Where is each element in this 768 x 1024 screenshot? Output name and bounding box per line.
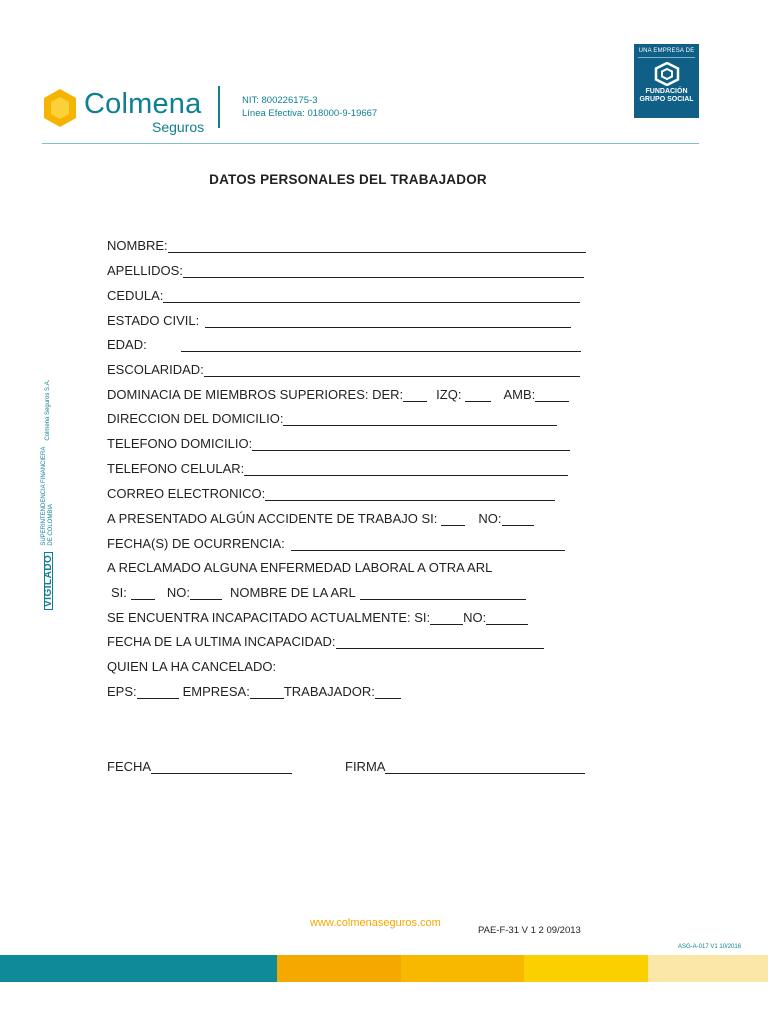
reclamo-si-field[interactable] — [131, 585, 155, 600]
row-escolaridad — [107, 361, 580, 379]
correo-label: CORREO ELECTRONICO: — [107, 486, 266, 501]
izq-label: IZQ: — [436, 387, 462, 402]
quien-label: QUIEN LA HA CANCELADO: — [107, 659, 277, 674]
fgs-line-1: FUNDACIÓN — [645, 88, 688, 95]
footer-bar-amber — [401, 955, 524, 982]
correo-field[interactable] — [265, 486, 555, 501]
row-reclamado — [107, 559, 492, 577]
row-si-no-arl — [111, 584, 526, 602]
reclamado-label: A RECLAMADO ALGUNA ENFERMEDAD LABORAL A OTRA ARL — [107, 560, 493, 575]
fechas-ocurrencia-label: FECHA(S) DE OCURRENCIA: — [107, 536, 285, 551]
footer-bar-orange — [277, 955, 401, 982]
fecha-field[interactable] — [151, 759, 292, 774]
row-dominancia — [107, 386, 569, 404]
reclamo-no-field[interactable] — [190, 585, 222, 600]
row-incapacitado — [107, 609, 528, 627]
row-correo — [107, 485, 555, 503]
nombre-arl-field[interactable] — [360, 585, 526, 600]
row-edad — [107, 336, 581, 354]
empresa-field[interactable] — [250, 684, 284, 699]
vigilado-text: VIGILADO — [44, 552, 53, 610]
tel-domicilio-field[interactable] — [252, 436, 570, 451]
fechas-ocurrencia-field[interactable] — [291, 536, 565, 551]
incapacitado-label: SE ENCUENTRA INCAPACITADO ACTUALMENTE: SI: — [107, 610, 431, 625]
brand-name: Colmena — [84, 88, 202, 120]
row-fecha — [107, 758, 292, 776]
brand-sub: Seguros — [152, 119, 205, 135]
trabajador-field[interactable] — [375, 684, 401, 699]
row-direccion — [107, 410, 557, 428]
header-rule — [42, 143, 699, 144]
escolaridad-label: ESCOLARIDAD: — [107, 362, 204, 377]
row-accidente — [107, 510, 534, 528]
row-firma — [345, 758, 585, 776]
edad-label: EDAD: — [107, 337, 147, 352]
linea-efectiva-text: Línea Efectiva: 018000-9-19667 — [242, 108, 378, 119]
row-estado-civil — [107, 312, 571, 330]
izq-field[interactable] — [465, 387, 491, 402]
edad-field[interactable] — [181, 337, 581, 352]
eps-label: EPS: — [107, 684, 137, 699]
escolaridad-field[interactable] — [204, 362, 580, 377]
empresa-label: EMPRESA: — [182, 684, 250, 699]
no-label: NO: — [166, 585, 191, 600]
accidente-label: A PRESENTADO ALGÚN ACCIDENTE DE TRABAJO SI: — [107, 511, 438, 526]
footer-website-link[interactable]: www.colmenaseguros.com — [310, 917, 441, 929]
fundacion-grupo-social-logo — [634, 44, 699, 118]
ultima-incapacidad-field[interactable] — [336, 634, 544, 649]
firma-label: FIRMA — [345, 759, 386, 774]
firma-field[interactable] — [385, 759, 585, 774]
nit-text: NIT: 800226175-3 — [242, 95, 318, 106]
footer-bar-yellow — [524, 955, 648, 982]
row-eps-empresa — [107, 683, 401, 701]
row-nombre — [107, 237, 586, 255]
eps-field[interactable] — [137, 684, 179, 699]
amb-field[interactable] — [535, 387, 569, 402]
fgs-hexagon-icon — [654, 62, 680, 86]
incapacitado-no-label: NO: — [463, 610, 487, 625]
superintendencia-line-1: SUPERINTENDENCIA FINANCIERA — [41, 446, 47, 546]
apellidos-field[interactable] — [183, 263, 584, 278]
footer-bar-teal — [0, 955, 277, 982]
ultima-incapacidad-label: FECHA DE LA ULTIMA INCAPACIDAD: — [107, 634, 336, 649]
trabajador-label: TRABAJADOR: — [283, 684, 375, 699]
superintendencia-text — [41, 447, 55, 546]
form-title: DATOS PERSONALES DEL TRABAJADOR — [209, 172, 487, 187]
colmena-hexagon-logo-icon — [42, 88, 78, 128]
company-side-text: Colmena Seguros S.A. — [44, 379, 51, 441]
dominancia-label: DOMINACIA DE MIEMBROS SUPERIORES: DER: — [107, 387, 404, 402]
incapacitado-si-field[interactable] — [430, 610, 463, 625]
header-divider — [218, 86, 220, 128]
direccion-field[interactable] — [283, 411, 557, 426]
row-quien — [107, 658, 276, 676]
row-ultima-incapacidad — [107, 633, 544, 651]
cedula-label: CEDULA: — [107, 288, 164, 303]
amb-label: AMB: — [503, 387, 536, 402]
tel-domicilio-label: TELEFONO DOMICILIO: — [107, 436, 253, 451]
row-tel-celular — [107, 460, 568, 478]
footer-bar-cream — [648, 955, 768, 982]
vigilado-side-label — [36, 360, 60, 610]
cedula-field[interactable] — [163, 288, 580, 303]
row-fechas-ocurrencia — [107, 535, 565, 553]
nombre-field[interactable] — [168, 238, 586, 253]
direccion-label: DIRECCION DEL DOMICILIO: — [107, 411, 284, 426]
fecha-label: FECHA — [107, 759, 152, 774]
der-field[interactable] — [403, 387, 427, 402]
estado-civil-label: ESTADO CIVIL: — [107, 313, 200, 328]
apellidos-label: APELLIDOS: — [107, 263, 183, 278]
nombre-arl-label: NOMBRE DE LA ARL — [230, 585, 356, 600]
footer-asg-code: ASG-A-017 V1 10/2016 — [678, 944, 742, 950]
incapacitado-no-field[interactable] — [486, 610, 528, 625]
estado-civil-field[interactable] — [205, 313, 571, 328]
tel-celular-field[interactable] — [244, 461, 568, 476]
accidente-si-field[interactable] — [441, 511, 465, 526]
fgs-top-text: UNA EMPRESA DE — [638, 47, 695, 58]
row-tel-domicilio — [107, 435, 570, 453]
nombre-label: NOMBRE: — [107, 238, 168, 253]
row-cedula — [107, 287, 580, 305]
superintendencia-line-2: DE COLOMBIA — [48, 503, 54, 546]
row-apellidos — [107, 262, 584, 280]
fgs-line-2: GRUPO SOCIAL — [639, 96, 694, 103]
footer-doc-code: PAE-F-31 V 1 2 09/2013 — [478, 925, 581, 936]
si-label: SI: — [111, 585, 127, 600]
accidente-no-field[interactable] — [502, 511, 534, 526]
tel-celular-label: TELEFONO CELULAR: — [107, 461, 245, 476]
accidente-no-label: NO: — [478, 511, 502, 526]
